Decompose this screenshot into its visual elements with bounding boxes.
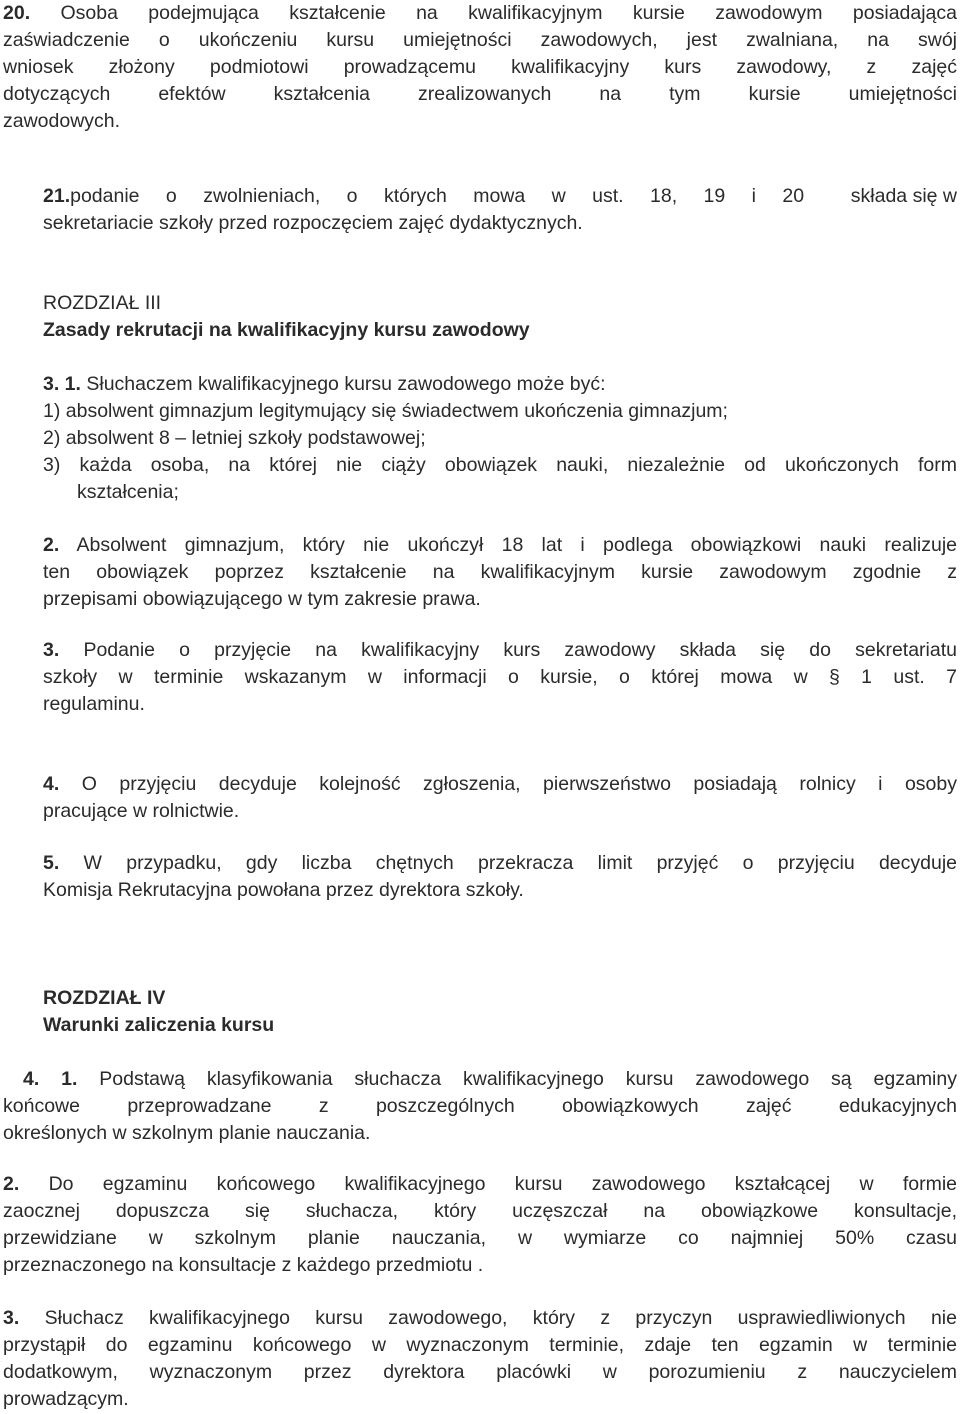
section-3-1 <box>43 371 957 506</box>
section-3-5: 5. W przypadku, gdy liczba chętnych przekracza limit przyjęć o przyjęciu decyduje Komisja Rekrutacyjna powołana przez dyrektora szkoły. <box>43 850 957 904</box>
section-3-3: 3. Podanie o przyjęcie na kwalifikacyjny kurs zawodowy składa się do sekretariatu szkoły w terminie wskazanym w informacji o kursie, o której mowa w § 1 ust. 7 regulaminu. <box>43 637 957 718</box>
paragraph-line: zawodowych. <box>3 110 121 132</box>
section-intro: Słuchaczem kwalifikacyjnego kursu zawodowego może być: <box>86 373 606 395</box>
chapter-4-heading <box>43 985 274 1039</box>
list-marker: 1) <box>43 400 61 422</box>
paragraph-line: przystąpił do egzaminu końcowego w wyznaczonym terminie, zdaje ten egzamin w terminie <box>3 1334 957 1356</box>
paragraph-line-tail: składa się w <box>850 185 957 207</box>
section-number: 3. 1. <box>43 373 81 395</box>
chapter-subtitle: Zasady rekrutacji na kwalifikacyjny kursu zawodowy <box>43 319 530 341</box>
chapter-subtitle: Warunki zaliczenia kursu <box>43 1014 275 1036</box>
paragraph-line: końcowe przeprowadzane z poszczególnych obowiązkowych zajęć edukacyjnych <box>3 1095 957 1117</box>
paragraph-line: przepisami obowiązującego w tym zakresie prawa. <box>43 588 481 610</box>
paragraph-line: określonych w szkolnym planie nauczania. <box>3 1122 371 1144</box>
section-number: 2. <box>43 534 60 556</box>
paragraph-line: zaocznej dopuszcza się słuchacza, który uczęszczał na obowiązkowe konsultacje, <box>3 1200 957 1222</box>
section-number: 4. 1. <box>23 1068 78 1090</box>
paragraph-line: pracujące w rolnictwie. <box>43 800 240 822</box>
paragraph-line: prowadzącym. <box>3 1388 129 1410</box>
paragraph-line: dodatkowym, wyznaczonym przez dyrektora placówki w porozumieniu z nauczycielem <box>3 1361 957 1383</box>
list-item: 1) absolwent gimnazjum legitymujący się świadectwem ukończenia gimnazjum; <box>43 400 728 422</box>
paragraph-line: przeznaczonego na konsultacje z każdego przedmiotu . <box>3 1254 484 1276</box>
chapter-title: ROZDZIAŁ IV <box>43 987 166 1009</box>
section-4-1: 4. 1. Podstawą klasyfikowania słuchacza kwalifikacyjnego kursu zawodowego są egzaminy końcowe przeprowadzane z poszczególnych obowiązkowych zajęć edukacyjnych określonych w szkolnym planie nauczania. <box>3 1066 957 1147</box>
section-4-2: 2. Do egzaminu końcowego kwalifikacyjnego kursu zawodowego kształcącej w formie zaocznej dopuszcza się słuchacza, który uczęszczał na obowiązkowe konsultacje, przewidziane w szkolnym planie nauczania, w wymiarze co najmniej 50% czasu przeznaczonego na konsultacje z każdego przedmiotu . <box>3 1171 957 1279</box>
paragraph-line: Komisja Rekrutacyjna powołana przez dyrektora szkoły. <box>43 879 524 901</box>
section-number: 4. <box>43 773 60 795</box>
paragraph-line: przewidziane w szkolnym planie nauczania, w wymiarze co najmniej 50% czasu <box>3 1227 957 1249</box>
paragraph-line: podanie o zwolnieniach, o których mowa w ust. 18, 19 i 20 <box>70 185 805 207</box>
chapter-3-heading <box>43 290 530 344</box>
paragraph-20 <box>3 0 957 135</box>
paragraph-line: Osoba podejmująca kształcenie na kwalifikacyjnym kursie zawodowym posiadająca <box>60 2 957 24</box>
list-marker: 3) <box>43 454 61 476</box>
chapter-title: ROZDZIAŁ III <box>43 292 162 314</box>
paragraph-line: ten obowiązek poprzez kształcenie na kwalifikacyjnym kursie zawodowym zgodnie z <box>43 561 957 583</box>
paragraph-line: zaświadczenie o ukończeniu kursu umiejętności zawodowych, jest zwalniana, na swój <box>3 29 957 51</box>
paragraph-line: szkoły w terminie wskazanym w informacji o kursie, o której mowa w § 1 ust. 7 <box>43 666 957 688</box>
paragraph-21 <box>43 183 957 237</box>
paragraph-line: regulaminu. <box>43 693 145 715</box>
paragraph-line: dotyczących efektów kształcenia zrealizowanych na tym kursie umiejętności <box>3 83 957 105</box>
paragraph-number: 21. <box>43 185 71 207</box>
list-item: 2) absolwent 8 – letniej szkoły podstawowej; <box>43 427 426 449</box>
paragraph-line: sekretariacie szkoły przed rozpoczęciem zajęć dydaktycznych. <box>43 212 583 234</box>
section-number: 3. <box>3 1307 20 1329</box>
section-number: 2. <box>3 1173 20 1195</box>
paragraph-line: wniosek złożony podmiotowi prowadzącemu kwalifikacyjny kurs zawodowy, z zajęć <box>3 56 957 78</box>
list-item-continuation: kształcenia; <box>77 481 179 503</box>
list-marker: 2) <box>43 427 61 449</box>
section-3-4: 4. O przyjęciu decyduje kolejność zgłoszenia, pierwszeństwo posiadają rolnicy i osoby pracujące w rolnictwie. <box>43 771 957 825</box>
section-3-2: 2. Absolwent gimnazjum, który nie ukończył 18 lat i podlega obowiązkowi nauki realizuje ten obowiązek poprzez kształcenie na kwalifikacyjnym kursie zawodowym zgodnie z przepisami obowiązującego w tym zakresie prawa. <box>43 532 957 613</box>
section-number: 5. <box>43 852 60 874</box>
list-item: 3) każda osoba, na której nie ciąży obowiązek nauki, niezależnie od ukończonych form <box>43 454 957 476</box>
paragraph-number: 20. <box>3 2 31 24</box>
section-4-3: 3. Słuchacz kwalifikacyjnego kursu zawodowego, który z przyczyn usprawiedliwionych nie przystąpił do egzaminu końcowego w wyznaczonym terminie, zdaje ten egzamin w terminie dodatkowym, wyznaczonym przez dyrektora placówki w porozumieniu z nauczycielem prowadzącym. <box>3 1305 957 1413</box>
section-number: 3. <box>43 639 60 661</box>
